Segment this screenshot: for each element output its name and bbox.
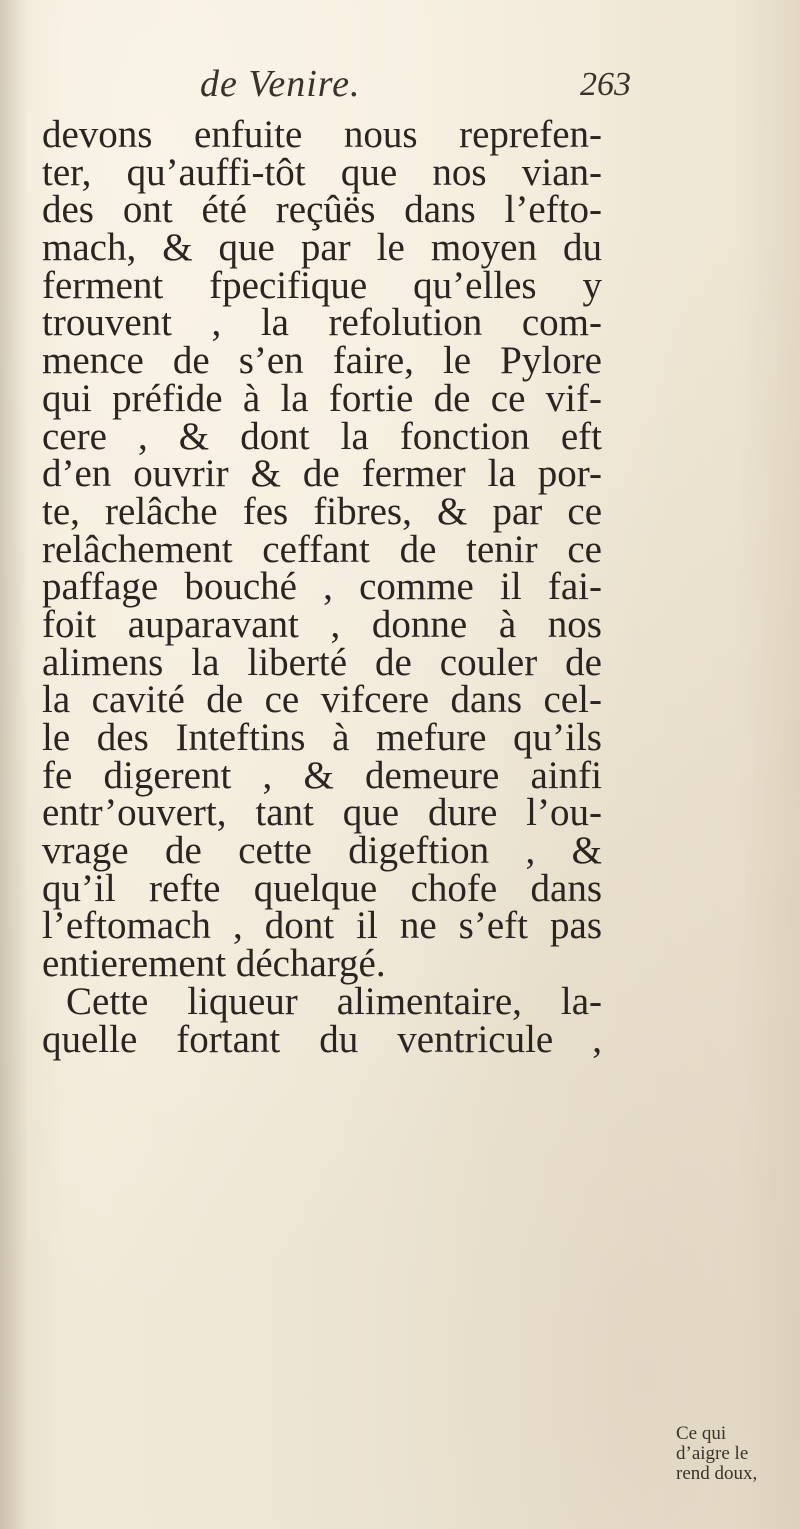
text-line: ferment fpecifique qu’elles y [42, 263, 602, 307]
text-line: ter, qu’auffi-tôt que nos vian- [42, 150, 602, 194]
text-line: mach, & que par le moyen du [42, 226, 602, 270]
margin-note-line: d’aigre le [676, 1443, 749, 1464]
text-line: qu’il refte quelque chofe dans [42, 866, 602, 910]
text-line: quelle fortant du ventricule , [42, 1017, 602, 1061]
text-line: foit auparavant , donne à nos [42, 602, 602, 646]
text-line: relâchement ceffant de tenir ce [42, 527, 602, 571]
text-line: Cette liqueur alimentaire, la- [66, 979, 602, 1023]
text-line: te, relâche fes fibres, & par ce [42, 489, 602, 533]
margin-note-line: Ce qui [676, 1423, 727, 1444]
margin-note-line: rend doux, [676, 1463, 758, 1484]
text-line: d’en ouvrir & de fermer la por- [42, 452, 602, 496]
text-line: paffage bouché , comme il fai- [42, 565, 602, 609]
running-title: de Venire. [200, 63, 361, 105]
text-line: trouvent , la refolution com- [42, 301, 602, 345]
text-line: entr’ouvert, tant que dure l’ou- [42, 791, 602, 835]
text-line: mence de s’en faire, le Pylore [42, 339, 602, 383]
text-line: entierement déchargé. [42, 942, 386, 986]
text-line: la cavité de ce vifcere dans cel- [42, 678, 602, 722]
margin-note [676, 1424, 796, 1484]
page-header [0, 62, 800, 112]
text-line: devons enfuite nous reprefen- [42, 113, 602, 156]
text-line: alimens la liberté de couler de [42, 640, 602, 684]
page-number: 263 [580, 66, 631, 103]
body-text [42, 113, 602, 1061]
text-line: l’eftomach , dont il ne s’eft pas [42, 904, 602, 948]
text-line: des ont été reçûës dans l’efto- [42, 188, 602, 232]
text-line: cere , & dont la fonction eft [42, 414, 602, 458]
gutter-shadow [0, 0, 28, 1529]
text-line: le des Inteftins à mefure qu’ils [42, 716, 602, 759]
text-line: vrage de cette digeftion , & [42, 829, 602, 873]
text-line: fe digerent , & demeure ainfi [42, 753, 602, 797]
text-line: qui préfide à la fortie de ce vif- [42, 376, 602, 420]
